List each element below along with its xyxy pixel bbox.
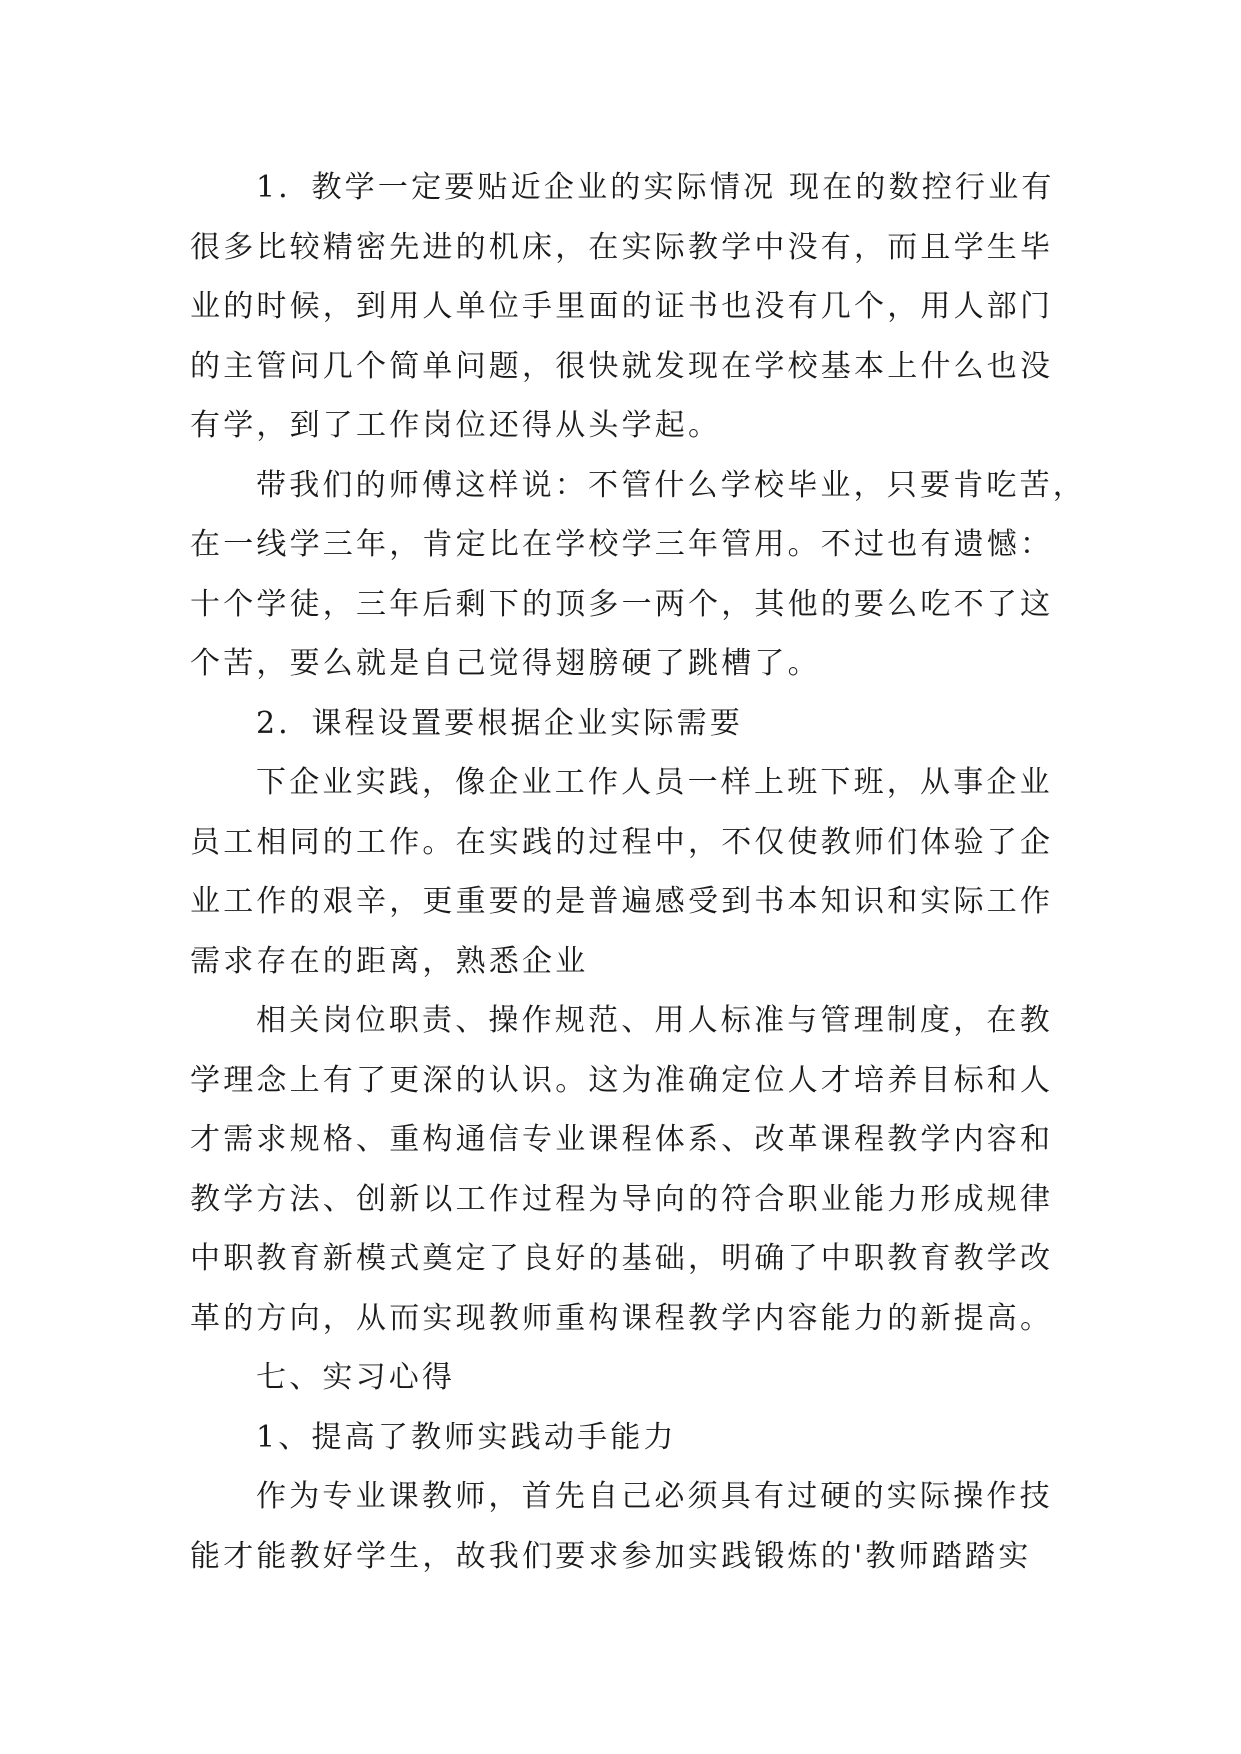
text-line: 革的方向，从而实现教师重构课程教学内容能力的新提高。 xyxy=(190,1300,1054,1336)
text-line: 教学方法、创新以工作过程为导向的符合职业能力形成规律 xyxy=(190,1181,1054,1217)
text-line: 需求存在的距离，熟悉企业 xyxy=(190,943,589,979)
text-line: 有学，到了工作岗位还得从头学起。 xyxy=(190,408,722,443)
text-line: 学理念上有了更深的认识。这为准确定位人才培养目标和人 xyxy=(190,1062,1054,1098)
text-line: 在一线学三年，肯定比在学校学三年管用。不过也有遗憾： xyxy=(190,527,1054,562)
text-line: 业工作的艰辛，更重要的是普遍感受到书本知识和实际工作 xyxy=(190,884,1054,919)
text-line: 带我们的师傅这样说：不管什么学校毕业，只要肯吃苦， xyxy=(256,467,1086,503)
text-line: 作为专业课教师，首先自己必须具有过硬的实际操作技 xyxy=(256,1479,1053,1514)
text-line: 1．教学一定要贴近企业的实际情况 现在的数控行业有 xyxy=(256,170,1055,205)
text-line: 中职教育新模式奠定了良好的基础，明确了中职教育教学改 xyxy=(190,1241,1054,1276)
text-line: 十个学徒，三年后剩下的顶多一两个，其他的要么吃不了这 xyxy=(190,586,1054,622)
text-line: 个苦，要么就是自己觉得翅膀硬了跳槽了。 xyxy=(190,646,821,681)
text-line: 员工相同的工作。在实践的过程中，不仅使教师们体验了企 xyxy=(190,824,1054,860)
text-line: 才需求规格、重构通信专业课程体系、改革课程教学内容和 xyxy=(190,1122,1054,1157)
text-line: 能才能教好学生，故我们要求参加实践锻炼的'教师踏踏实 xyxy=(190,1538,1032,1574)
text-line: 相关岗位职责、操作规范、用人标准与管理制度，在教 xyxy=(256,1003,1053,1038)
text-line: 七、实习心得 xyxy=(256,1360,456,1395)
text-line: 业的时候，到用人单位手里面的证书也没有几个，用人部门 xyxy=(190,289,1054,324)
text-line: 2．课程设置要根据企业实际需要 xyxy=(256,705,744,741)
body-text xyxy=(190,158,1086,1586)
text-line: 下企业实践，像企业工作人员一样上班下班，从事企业 xyxy=(256,765,1053,800)
text-line: 的主管问几个简单问题，很快就发现在学校基本上什么也没 xyxy=(190,348,1054,384)
text-line: 1、提高了教师实践动手能力 xyxy=(256,1419,677,1455)
text-line: 很多比较精密先进的机床，在实际教学中没有，而且学生毕 xyxy=(190,229,1054,265)
